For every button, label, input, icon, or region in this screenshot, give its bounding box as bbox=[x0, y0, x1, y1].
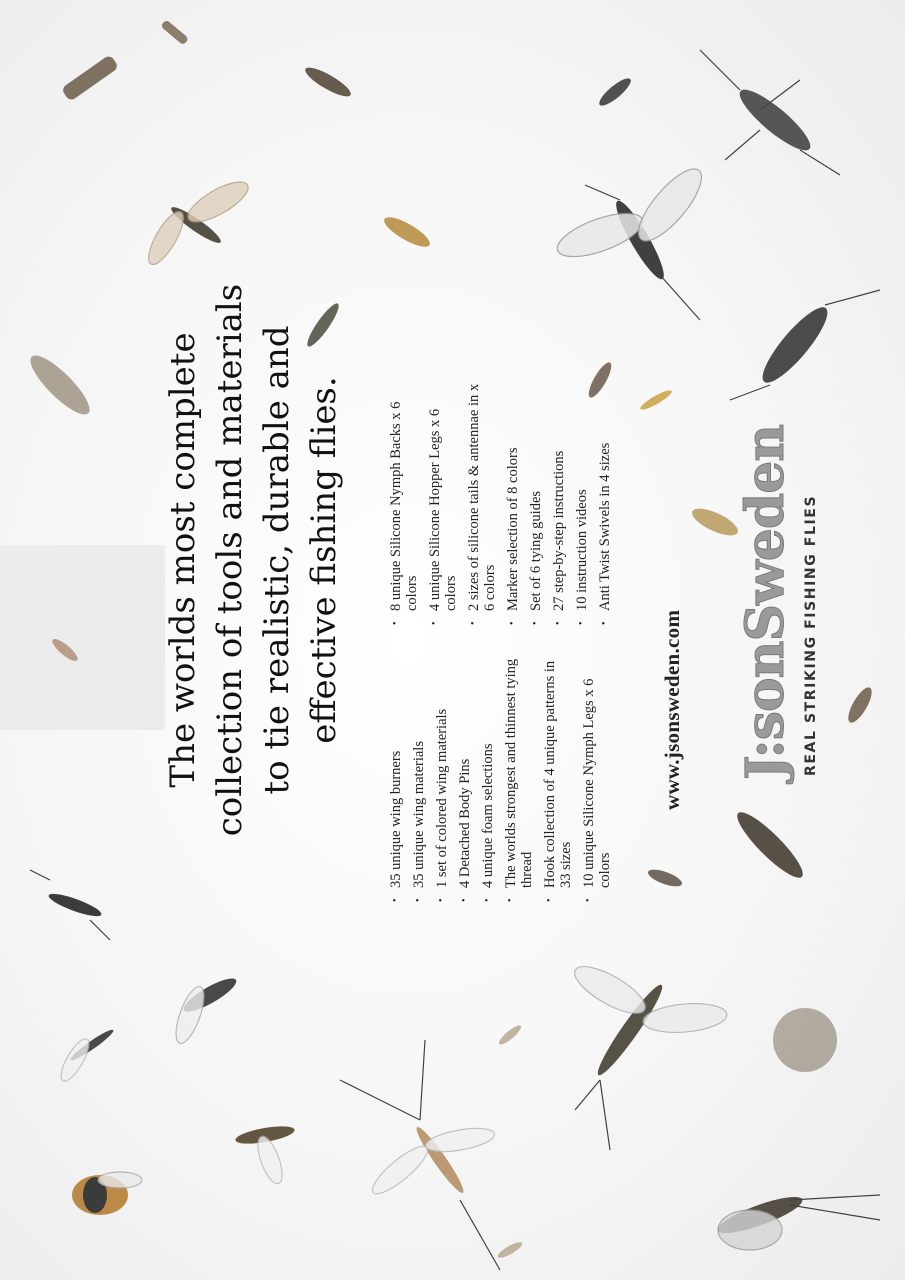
headline-line: to tie realistic, durable and bbox=[257, 325, 297, 795]
list-item: • 4 unique foam selections bbox=[480, 657, 496, 902]
website-link[interactable]: www.jsonsweden.com bbox=[660, 609, 684, 810]
list-item: • 10 instruction videos bbox=[574, 375, 590, 625]
list-item: • Set of 6 tying guides bbox=[528, 375, 544, 625]
brand-logo: J:sonSweden bbox=[735, 424, 796, 780]
list-item: • 35 unique wing materials bbox=[411, 657, 427, 902]
list-item: • Hook collection of 4 unique patterns in 33 sizes bbox=[542, 657, 574, 902]
list-item: • 8 unique Silicone Nymph Backs x 6 colors bbox=[388, 375, 420, 625]
list-item: • The worlds strongest and thinnest tying thread bbox=[503, 657, 535, 902]
list-item: • 10 unique Silicone Nymph Legs x 6 colors bbox=[581, 657, 613, 902]
list-item: • 4 Detached Body Pins bbox=[457, 657, 473, 902]
brand-tagline: REAL STRIKING FISHING FLIES bbox=[803, 494, 819, 776]
list-item: • 1 set of colored wing materials bbox=[434, 657, 450, 902]
headline-line: effective fishing flies. bbox=[304, 376, 344, 744]
features-list-right bbox=[388, 375, 620, 625]
features-list-left bbox=[388, 657, 620, 902]
headline bbox=[160, 140, 348, 980]
list-item: • 2 sizes of silicone tails & antennae in x 6 colors bbox=[466, 375, 498, 625]
list-item: • 4 unique Silicone Hopper Legs x 6 colors bbox=[427, 375, 459, 625]
headline-line: The worlds most complete bbox=[163, 332, 203, 788]
list-item: • Anti Twist Swivels in 4 sizes bbox=[597, 375, 613, 625]
list-item: • Marker selection of 8 colors bbox=[505, 375, 521, 625]
list-item: • 35 unique wing burners bbox=[388, 657, 404, 902]
list-item: • 27 step-by-step instructions bbox=[551, 375, 567, 625]
headline-line: collection of tools and materials bbox=[210, 283, 250, 837]
